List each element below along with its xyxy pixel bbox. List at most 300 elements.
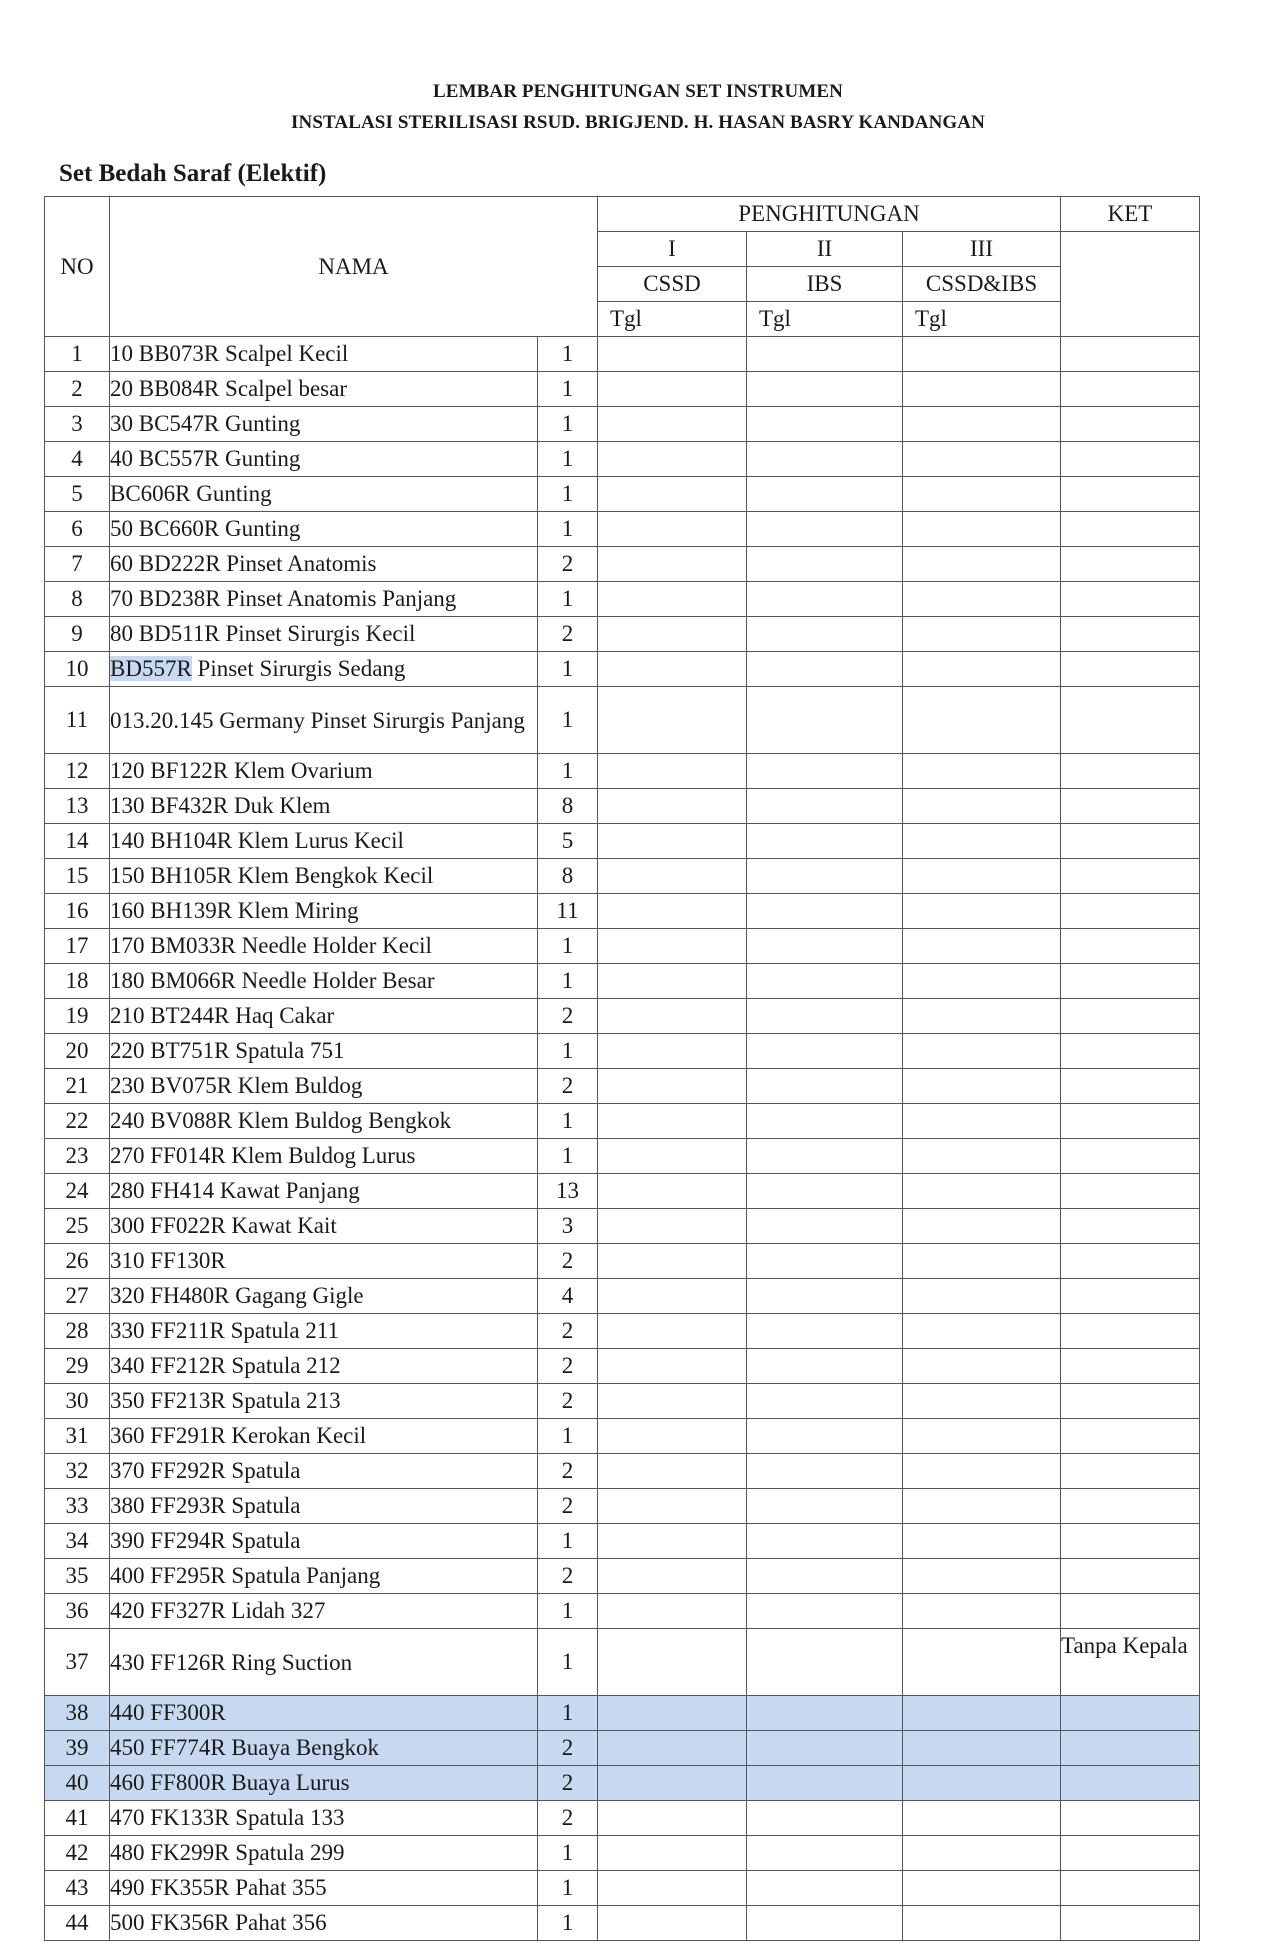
ket-cell[interactable] <box>1061 512 1200 547</box>
count-cell-3[interactable] <box>903 929 1061 964</box>
ket-cell[interactable] <box>1061 687 1200 754</box>
quantity: 1 <box>538 929 598 964</box>
quantity: 2 <box>538 1766 598 1801</box>
count-cell-2[interactable] <box>747 547 903 582</box>
count-cell-2[interactable] <box>747 1524 903 1559</box>
quantity: 8 <box>538 789 598 824</box>
row-number: 13 <box>45 789 110 824</box>
row-number: 39 <box>45 1731 110 1766</box>
count-cell-2[interactable] <box>747 964 903 999</box>
count-cell-2[interactable] <box>747 1384 903 1419</box>
count-cell-1[interactable] <box>598 824 747 859</box>
count-cell-3[interactable] <box>903 1766 1061 1801</box>
quantity: 2 <box>538 1559 598 1594</box>
count-cell-2[interactable] <box>747 789 903 824</box>
count-cell-1[interactable] <box>598 1836 747 1871</box>
count-cell-3[interactable] <box>903 1629 1061 1696</box>
table-row <box>45 477 1200 512</box>
count-cell-3[interactable] <box>903 859 1061 894</box>
count-cell-2[interactable] <box>747 1419 903 1454</box>
count-cell-3[interactable] <box>903 1314 1061 1349</box>
instrument-name: 30 BC547R Gunting <box>110 407 538 442</box>
instrument-name: 120 BF122R Klem Ovarium <box>110 754 538 789</box>
row-number: 22 <box>45 1104 110 1139</box>
header-nama: NAMA <box>110 197 598 337</box>
count-cell-1[interactable] <box>598 1174 747 1209</box>
count-cell-1[interactable] <box>598 1696 747 1731</box>
count-cell-1[interactable] <box>598 789 747 824</box>
count-cell-1[interactable] <box>598 372 747 407</box>
count-cell-3[interactable] <box>903 442 1061 477</box>
count-cell-2[interactable] <box>747 1766 903 1801</box>
count-cell-1[interactable] <box>598 1314 747 1349</box>
table-row <box>45 1731 1200 1766</box>
row-number: 15 <box>45 859 110 894</box>
ket-cell[interactable] <box>1061 1034 1200 1069</box>
count-cell-2[interactable] <box>747 687 903 754</box>
count-cell-1[interactable] <box>598 1559 747 1594</box>
row-number: 4 <box>45 442 110 477</box>
count-cell-1[interactable] <box>598 512 747 547</box>
count-cell-3[interactable] <box>903 1524 1061 1559</box>
quantity: 2 <box>538 1801 598 1836</box>
count-cell-1[interactable] <box>598 1871 747 1906</box>
ket-cell[interactable] <box>1061 617 1200 652</box>
count-cell-3[interactable] <box>903 1801 1061 1836</box>
count-cell-2[interactable] <box>747 1279 903 1314</box>
ket-cell[interactable] <box>1061 1766 1200 1801</box>
count-cell-2[interactable] <box>747 1801 903 1836</box>
quantity: 1 <box>538 1104 598 1139</box>
ket-cell[interactable] <box>1061 652 1200 687</box>
count-cell-2[interactable] <box>747 1034 903 1069</box>
count-cell-3[interactable] <box>903 999 1061 1034</box>
quantity: 1 <box>538 687 598 754</box>
count-cell-2[interactable] <box>747 1594 903 1629</box>
table-row <box>45 617 1200 652</box>
quantity: 2 <box>538 1489 598 1524</box>
highlighted-code: BD557R <box>110 656 192 681</box>
instrument-name: 320 FH480R Gagang Gigle <box>110 1279 538 1314</box>
table-row <box>45 1349 1200 1384</box>
table-row <box>45 1314 1200 1349</box>
count-cell-3[interactable] <box>903 1104 1061 1139</box>
ket-cell[interactable] <box>1061 1104 1200 1139</box>
count-cell-1[interactable] <box>598 1069 747 1104</box>
ket-cell[interactable] <box>1061 1559 1200 1594</box>
instrument-count-table <box>44 196 1200 1941</box>
ket-cell[interactable] <box>1061 1314 1200 1349</box>
quantity: 1 <box>538 1871 598 1906</box>
stage-label: CSSD <box>598 267 747 302</box>
count-cell-1[interactable] <box>598 617 747 652</box>
ket-cell[interactable]: Tanpa Kepala <box>1061 1629 1200 1696</box>
quantity: 2 <box>538 1384 598 1419</box>
quantity: 1 <box>538 964 598 999</box>
count-cell-2[interactable] <box>747 337 903 372</box>
row-number: 20 <box>45 1034 110 1069</box>
ket-cell[interactable] <box>1061 1524 1200 1559</box>
ket-cell[interactable] <box>1061 1454 1200 1489</box>
count-cell-2[interactable] <box>747 442 903 477</box>
count-cell-3[interactable] <box>903 754 1061 789</box>
count-cell-1[interactable] <box>598 1034 747 1069</box>
count-cell-2[interactable] <box>747 754 903 789</box>
row-number: 32 <box>45 1454 110 1489</box>
count-cell-1[interactable] <box>598 652 747 687</box>
row-number: 16 <box>45 894 110 929</box>
instrument-name: 170 BM033R Needle Holder Kecil <box>110 929 538 964</box>
count-cell-1[interactable] <box>598 687 747 754</box>
quantity: 1 <box>538 1139 598 1174</box>
quantity: 1 <box>538 407 598 442</box>
row-number: 5 <box>45 477 110 512</box>
quantity: 1 <box>538 512 598 547</box>
ket-cell[interactable] <box>1061 824 1200 859</box>
table-row <box>45 894 1200 929</box>
row-number: 17 <box>45 929 110 964</box>
ket-cell[interactable] <box>1061 1244 1200 1279</box>
count-cell-3[interactable] <box>903 547 1061 582</box>
instrument-name: 430 FF126R Ring Suction <box>110 1629 538 1696</box>
header-line-2: INSTALASI STERILISASI RSUD. BRIGJEND. H. HASAN BASRY KANDANGAN <box>291 112 985 133</box>
instrument-name: 210 BT244R Haq Cakar <box>110 999 538 1034</box>
row-number: 21 <box>45 1069 110 1104</box>
count-cell-2[interactable] <box>747 1139 903 1174</box>
count-cell-1[interactable] <box>598 442 747 477</box>
count-cell-2[interactable] <box>747 999 903 1034</box>
count-cell-1[interactable] <box>598 1104 747 1139</box>
row-number: 31 <box>45 1419 110 1454</box>
instrument-name: 270 FF014R Klem Buldog Lurus <box>110 1139 538 1174</box>
ket-cell[interactable] <box>1061 547 1200 582</box>
count-cell-2[interactable] <box>747 1559 903 1594</box>
count-cell-1[interactable] <box>598 407 747 442</box>
count-cell-2[interactable] <box>747 372 903 407</box>
ket-cell[interactable] <box>1061 1871 1200 1906</box>
count-cell-1[interactable] <box>598 1454 747 1489</box>
count-cell-2[interactable] <box>747 929 903 964</box>
ket-cell[interactable] <box>1061 1349 1200 1384</box>
ket-cell[interactable] <box>1061 442 1200 477</box>
ket-cell[interactable] <box>1061 1139 1200 1174</box>
count-cell-2[interactable] <box>747 407 903 442</box>
table-row <box>45 652 1200 687</box>
table-row <box>45 1489 1200 1524</box>
count-cell-2[interactable] <box>747 1629 903 1696</box>
count-cell-2[interactable] <box>747 1696 903 1731</box>
count-cell-2[interactable] <box>747 1174 903 1209</box>
count-cell-2[interactable] <box>747 1906 903 1941</box>
instrument-name: 490 FK355R Pahat 355 <box>110 1871 538 1906</box>
instrument-name: 220 BT751R Spatula 751 <box>110 1034 538 1069</box>
count-cell-2[interactable] <box>747 1349 903 1384</box>
instrument-name: 70 BD238R Pinset Anatomis Panjang <box>110 582 538 617</box>
count-cell-3[interactable] <box>903 1871 1061 1906</box>
ket-cell[interactable] <box>1061 1174 1200 1209</box>
count-cell-3[interactable] <box>903 1174 1061 1209</box>
count-cell-2[interactable] <box>747 1244 903 1279</box>
quantity: 2 <box>538 1454 598 1489</box>
instrument-name: 240 BV088R Klem Buldog Bengkok <box>110 1104 538 1139</box>
table-row <box>45 1906 1200 1941</box>
instrument-name: 370 FF292R Spatula <box>110 1454 538 1489</box>
count-cell-3[interactable] <box>903 1454 1061 1489</box>
ket-cell[interactable] <box>1061 1801 1200 1836</box>
instrument-name: 310 FF130R <box>110 1244 538 1279</box>
quantity: 1 <box>538 442 598 477</box>
ket-cell[interactable] <box>1061 964 1200 999</box>
count-cell-2[interactable] <box>747 477 903 512</box>
ket-cell[interactable] <box>1061 1209 1200 1244</box>
instrument-name: 160 BH139R Klem Miring <box>110 894 538 929</box>
count-cell-3[interactable] <box>903 1349 1061 1384</box>
row-number: 26 <box>45 1244 110 1279</box>
row-number: 14 <box>45 824 110 859</box>
count-cell-1[interactable] <box>598 1244 747 1279</box>
instrument-name: 230 BV075R Klem Buldog <box>110 1069 538 1104</box>
table-row <box>45 687 1200 754</box>
header-no: NO <box>45 197 110 337</box>
instrument-name: 470 FK133R Spatula 133 <box>110 1801 538 1836</box>
count-cell-1[interactable] <box>598 1279 747 1314</box>
ket-cell[interactable] <box>1061 1696 1200 1731</box>
table-row <box>45 1279 1200 1314</box>
count-cell-1[interactable] <box>598 1801 747 1836</box>
row-number: 28 <box>45 1314 110 1349</box>
count-cell-3[interactable] <box>903 1139 1061 1174</box>
row-number: 9 <box>45 617 110 652</box>
quantity: 1 <box>538 582 598 617</box>
row-number: 8 <box>45 582 110 617</box>
count-cell-1[interactable] <box>598 1349 747 1384</box>
count-cell-3[interactable] <box>903 652 1061 687</box>
quantity: 2 <box>538 1314 598 1349</box>
count-cell-3[interactable] <box>903 1731 1061 1766</box>
ket-cell[interactable] <box>1061 859 1200 894</box>
count-cell-1[interactable] <box>598 859 747 894</box>
set-title: Set Bedah Saraf (Elektif) <box>59 160 327 187</box>
instrument-name: 480 FK299R Spatula 299 <box>110 1836 538 1871</box>
row-number: 3 <box>45 407 110 442</box>
quantity: 2 <box>538 1731 598 1766</box>
table-row <box>45 1836 1200 1871</box>
quantity: 1 <box>538 1629 598 1696</box>
count-cell-1[interactable] <box>598 1524 747 1559</box>
instrument-name: 130 BF432R Duk Klem <box>110 789 538 824</box>
instrument-name: 013.20.145 Germany Pinset Sirurgis Panjang <box>110 687 538 754</box>
quantity: 1 <box>538 1836 598 1871</box>
count-cell-3[interactable] <box>903 1836 1061 1871</box>
count-cell-2[interactable] <box>747 1836 903 1871</box>
table-row <box>45 442 1200 477</box>
ket-cell[interactable] <box>1061 582 1200 617</box>
count-cell-3[interactable] <box>903 1696 1061 1731</box>
instrument-name: 280 FH414 Kawat Panjang <box>110 1174 538 1209</box>
ket-cell[interactable] <box>1061 1279 1200 1314</box>
count-cell-3[interactable] <box>903 1906 1061 1941</box>
quantity: 1 <box>538 1419 598 1454</box>
table-row <box>45 582 1200 617</box>
instrument-name: 20 BB084R Scalpel besar <box>110 372 538 407</box>
count-cell-3[interactable] <box>903 1489 1061 1524</box>
ket-cell[interactable] <box>1061 372 1200 407</box>
quantity: 11 <box>538 894 598 929</box>
count-cell-1[interactable] <box>598 547 747 582</box>
count-cell-3[interactable] <box>903 372 1061 407</box>
table-row <box>45 1174 1200 1209</box>
ket-cell[interactable] <box>1061 1489 1200 1524</box>
count-cell-3[interactable] <box>903 582 1061 617</box>
count-cell-1[interactable] <box>598 1139 747 1174</box>
instrument-name: 420 FF327R Lidah 327 <box>110 1594 538 1629</box>
ket-cell[interactable] <box>1061 337 1200 372</box>
row-number: 29 <box>45 1349 110 1384</box>
ket-cell[interactable] <box>1061 1836 1200 1871</box>
quantity: 1 <box>538 1594 598 1629</box>
count-cell-3[interactable] <box>903 687 1061 754</box>
count-cell-1[interactable] <box>598 1209 747 1244</box>
count-cell-1[interactable] <box>598 1906 747 1941</box>
count-cell-3[interactable] <box>903 1209 1061 1244</box>
row-number: 7 <box>45 547 110 582</box>
quantity: 2 <box>538 617 598 652</box>
count-cell-1[interactable] <box>598 582 747 617</box>
count-cell-1[interactable] <box>598 999 747 1034</box>
row-number: 35 <box>45 1559 110 1594</box>
stage-label: IBS <box>747 267 903 302</box>
count-cell-2[interactable] <box>747 652 903 687</box>
count-cell-2[interactable] <box>747 1454 903 1489</box>
count-cell-3[interactable] <box>903 1244 1061 1279</box>
count-cell-1[interactable] <box>598 964 747 999</box>
count-cell-1[interactable] <box>598 929 747 964</box>
count-cell-3[interactable] <box>903 337 1061 372</box>
instrument-name: 440 FF300R <box>110 1696 538 1731</box>
count-cell-3[interactable] <box>903 789 1061 824</box>
ket-cell[interactable] <box>1061 1069 1200 1104</box>
count-cell-1[interactable] <box>598 1489 747 1524</box>
ket-cell[interactable] <box>1061 894 1200 929</box>
ket-cell[interactable] <box>1061 477 1200 512</box>
count-cell-2[interactable] <box>747 1731 903 1766</box>
count-cell-1[interactable] <box>598 1594 747 1629</box>
ket-cell[interactable] <box>1061 999 1200 1034</box>
count-cell-3[interactable] <box>903 1034 1061 1069</box>
quantity: 4 <box>538 1279 598 1314</box>
count-cell-3[interactable] <box>903 477 1061 512</box>
ket-cell[interactable] <box>1061 789 1200 824</box>
count-cell-1[interactable] <box>598 1384 747 1419</box>
table-row <box>45 859 1200 894</box>
table-row <box>45 547 1200 582</box>
ket-cell[interactable] <box>1061 1731 1200 1766</box>
count-cell-3[interactable] <box>903 1419 1061 1454</box>
count-cell-1[interactable] <box>598 477 747 512</box>
quantity: 3 <box>538 1209 598 1244</box>
row-number: 34 <box>45 1524 110 1559</box>
instrument-name: 150 BH105R Klem Bengkok Kecil <box>110 859 538 894</box>
count-cell-1[interactable] <box>598 1419 747 1454</box>
count-cell-3[interactable] <box>903 894 1061 929</box>
instrument-name: BC606R Gunting <box>110 477 538 512</box>
count-cell-3[interactable] <box>903 1384 1061 1419</box>
instrument-name: 40 BC557R Gunting <box>110 442 538 477</box>
count-cell-3[interactable] <box>903 1559 1061 1594</box>
ket-cell[interactable] <box>1061 1906 1200 1941</box>
ket-cell[interactable] <box>1061 1594 1200 1629</box>
count-cell-2[interactable] <box>747 617 903 652</box>
count-cell-1[interactable] <box>598 754 747 789</box>
table-row <box>45 1419 1200 1454</box>
instrument-name: 390 FF294R Spatula <box>110 1524 538 1559</box>
table-row <box>45 1139 1200 1174</box>
row-number: 10 <box>45 652 110 687</box>
count-cell-1[interactable] <box>598 337 747 372</box>
count-cell-2[interactable] <box>747 512 903 547</box>
ket-cell[interactable] <box>1061 929 1200 964</box>
count-cell-3[interactable] <box>903 964 1061 999</box>
row-number: 40 <box>45 1766 110 1801</box>
row-number: 41 <box>45 1801 110 1836</box>
row-number: 2 <box>45 372 110 407</box>
table-row <box>45 789 1200 824</box>
count-cell-2[interactable] <box>747 1871 903 1906</box>
count-cell-3[interactable] <box>903 1279 1061 1314</box>
table-row <box>45 1594 1200 1629</box>
quantity: 2 <box>538 1244 598 1279</box>
header-penghitungan: PENGHITUNGAN <box>598 197 1061 232</box>
count-cell-2[interactable] <box>747 582 903 617</box>
table-row <box>45 1559 1200 1594</box>
count-cell-2[interactable] <box>747 1209 903 1244</box>
ket-cell[interactable] <box>1061 754 1200 789</box>
row-number: 6 <box>45 512 110 547</box>
count-cell-1[interactable] <box>598 894 747 929</box>
table-row <box>45 929 1200 964</box>
quantity: 13 <box>538 1174 598 1209</box>
instrument-name: 500 FK356R Pahat 356 <box>110 1906 538 1941</box>
header-ket: KET <box>1061 197 1200 232</box>
count-cell-3[interactable] <box>903 1069 1061 1104</box>
ket-cell[interactable] <box>1061 1419 1200 1454</box>
count-cell-2[interactable] <box>747 1104 903 1139</box>
count-cell-2[interactable] <box>747 1069 903 1104</box>
count-cell-3[interactable] <box>903 1594 1061 1629</box>
count-cell-1[interactable] <box>598 1731 747 1766</box>
row-number: 33 <box>45 1489 110 1524</box>
count-cell-1[interactable] <box>598 1766 747 1801</box>
count-cell-2[interactable] <box>747 894 903 929</box>
count-cell-2[interactable] <box>747 824 903 859</box>
row-number: 1 <box>45 337 110 372</box>
count-cell-3[interactable] <box>903 824 1061 859</box>
count-cell-2[interactable] <box>747 1489 903 1524</box>
count-cell-3[interactable] <box>903 512 1061 547</box>
instrument-name: 460 FF800R Buaya Lurus <box>110 1766 538 1801</box>
count-cell-2[interactable] <box>747 1314 903 1349</box>
ket-cell[interactable] <box>1061 407 1200 442</box>
count-cell-2[interactable] <box>747 859 903 894</box>
count-cell-3[interactable] <box>903 617 1061 652</box>
instrument-name: 180 BM066R Needle Holder Besar <box>110 964 538 999</box>
count-cell-1[interactable] <box>598 1629 747 1696</box>
quantity: 1 <box>538 477 598 512</box>
count-cell-3[interactable] <box>903 407 1061 442</box>
row-number: 43 <box>45 1871 110 1906</box>
row-number: 18 <box>45 964 110 999</box>
ket-cell[interactable] <box>1061 1384 1200 1419</box>
